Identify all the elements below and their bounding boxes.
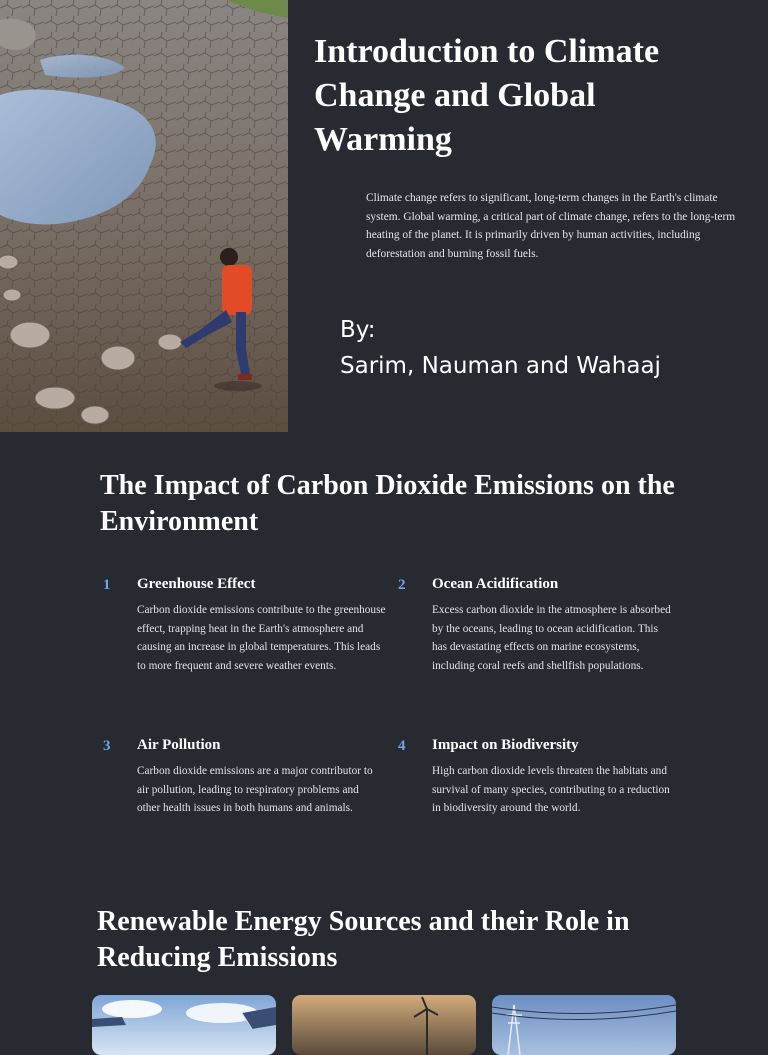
impact-title: The Impact of Carbon Dioxide Emissions on the Environment — [100, 470, 675, 537]
impact-item-biodiversity — [398, 735, 672, 818]
impact-heading: Impact on Biodiversity — [432, 737, 579, 753]
impact-number: 1 — [103, 577, 111, 593]
authors-names: Sarim, Nauman and Wahaaj — [340, 353, 661, 379]
impact-body: Carbon dioxide emissions contribute to the greenhouse effect, trapping heat in the Earth's atmosphere and causing an increase in global temperatures. This leads to more frequent and severe weather events. — [137, 604, 386, 673]
impact-number: 2 — [398, 577, 406, 593]
impact-number: 4 — [398, 738, 406, 754]
wind-turbine-photo — [292, 995, 476, 1055]
impact-item-greenhouse — [103, 574, 387, 676]
impact-number: 3 — [103, 738, 111, 754]
power-lines-photo — [492, 995, 676, 1055]
hero-description: Climate change refers to significant, long-term changes in the Earth's climate system. Global warming, a critical part of climate change, refers to the long-term heating of the planet. It is primarily driven by human activities, including deforestation and burning fossil fuels. — [366, 192, 736, 260]
hero-title: Introduction to Climate Change and Global Warming — [314, 33, 660, 158]
solar-panels-photo — [92, 995, 276, 1055]
impact-heading: Ocean Acidification — [432, 576, 559, 592]
impact-item-ocean — [398, 574, 672, 676]
impact-body: High carbon dioxide levels threaten the habitats and survival of many species, contributing to a reduction in biodiversity around the world. — [432, 765, 670, 815]
impact-item-air — [103, 735, 382, 818]
authors-label: By: — [340, 317, 376, 343]
renewable-title: Renewable Energy Sources and their Role in Reducing Emissions — [97, 906, 630, 973]
impact-heading: Air Pollution — [137, 737, 221, 753]
impact-body: Carbon dioxide emissions are a major contributor to air pollution, leading to respiratory problems and other health issues in both humans and animals. — [137, 765, 373, 815]
impact-heading: Greenhouse Effect — [137, 576, 256, 592]
authors-block — [340, 312, 661, 384]
impact-body: Excess carbon dioxide in the atmosphere is absorbed by the oceans, leading to ocean acidification. This has devastating effects on marine ecosystems, including coral reefs and shellfish populations. — [432, 604, 671, 673]
hero-photo — [0, 0, 288, 432]
